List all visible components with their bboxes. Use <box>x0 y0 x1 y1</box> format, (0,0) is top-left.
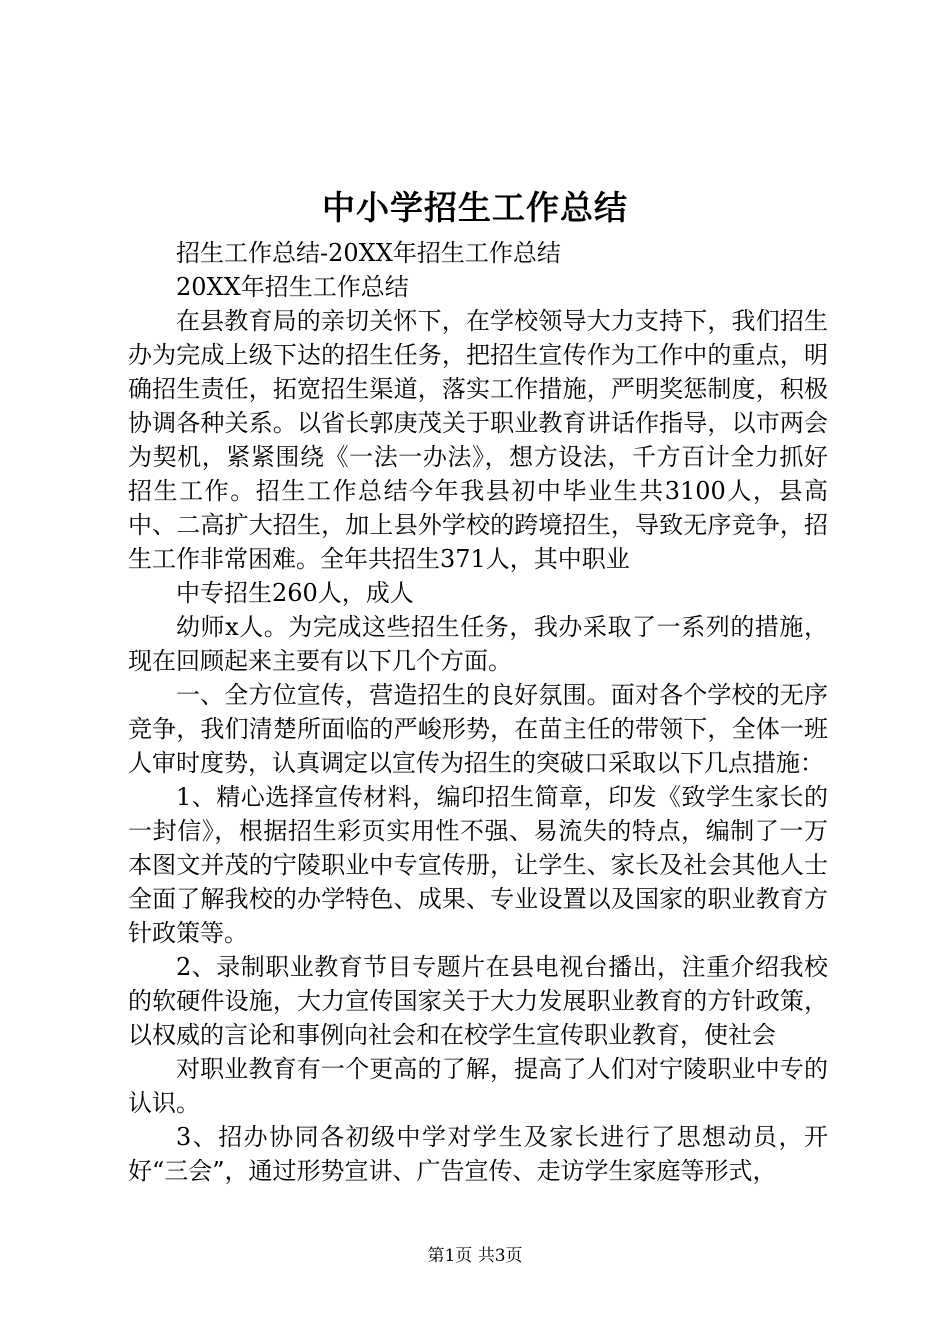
paragraph-section-one: 一、全方位宣传，营造招生的良好氛围。面对各个学校的无序竞争，我们清楚所面临的严峻形势，在苗主任的带领下，全体一班人审时度势，认真调定以宣传为招生的突破口采取以下几点措施： <box>128 681 828 777</box>
paragraph-enrollment: 中专招生260人，成人 <box>176 579 414 607</box>
paragraph-item-two: 2、录制职业教育节目专题片在县电视台播出，注重介绍我校的软硬件设施，大力宣传国家关于大力发展职业教育的方针政策，以权威的言论和事例向社会和在校学生宣传职业教育，使社会 <box>128 953 828 1049</box>
paragraph-subtitle: 招生工作总结-20XX年招生工作总结 <box>176 239 561 267</box>
document-body <box>128 236 828 1188</box>
document-title: 中小学招生工作总结 <box>322 188 628 227</box>
paragraph-heading: 20XX年招生工作总结 <box>176 273 409 301</box>
paragraph-intro: 在县教育局的亲切关怀下，在学校领导大力支持下，我们招生办为完成上级下达的招生任务，把招生宣传作为工作中的重点，明确招生责任，拓宽招生渠道，落实工作措施，严明奖惩制度，积极协调各种关系。以省长郭庚茂关于职业教育讲话作指导，以市两会为契机，紧紧围绕《一法一办法》，想方设法，千方百计全力抓好招生工作。招生工作总结今年我县初中毕业生共3100人，县高中、二高扩大招生，加上县外学校的跨境招生，导致无序竞争，招生工作非常困难。全年共招生371人，其中职业 <box>128 307 828 573</box>
paragraph-measures-intro: 幼师x人。为完成这些招生任务，我办采取了一系列的措施，现在回顾起来主要有以下几个方面。 <box>128 613 828 675</box>
paragraph-item-two-cont: 对职业教育有一个更高的了解，提高了人们对宁陵职业中专的认识。 <box>128 1055 828 1117</box>
paragraph-item-one: 1、精心选择宣传材料，编印招生简章，印发《致学生家长的一封信》，根据招生彩页实用性不强、易流失的特点，编制了一万本图文并茂的宁陵职业中专宣传册，让学生、家长及社会其他人士全面了解我校的办学特色、成果、专业设置以及国家的职业教育方针政策等。 <box>128 783 828 947</box>
paragraph-item-three: 3、招办协同各初级中学对学生及家长进行了思想动员，开好“三会”，通过形势宣讲、广告宣传、走访学生家庭等形式， <box>128 1123 828 1185</box>
page-number-footer: 第1页 共3页 <box>427 1246 523 1266</box>
